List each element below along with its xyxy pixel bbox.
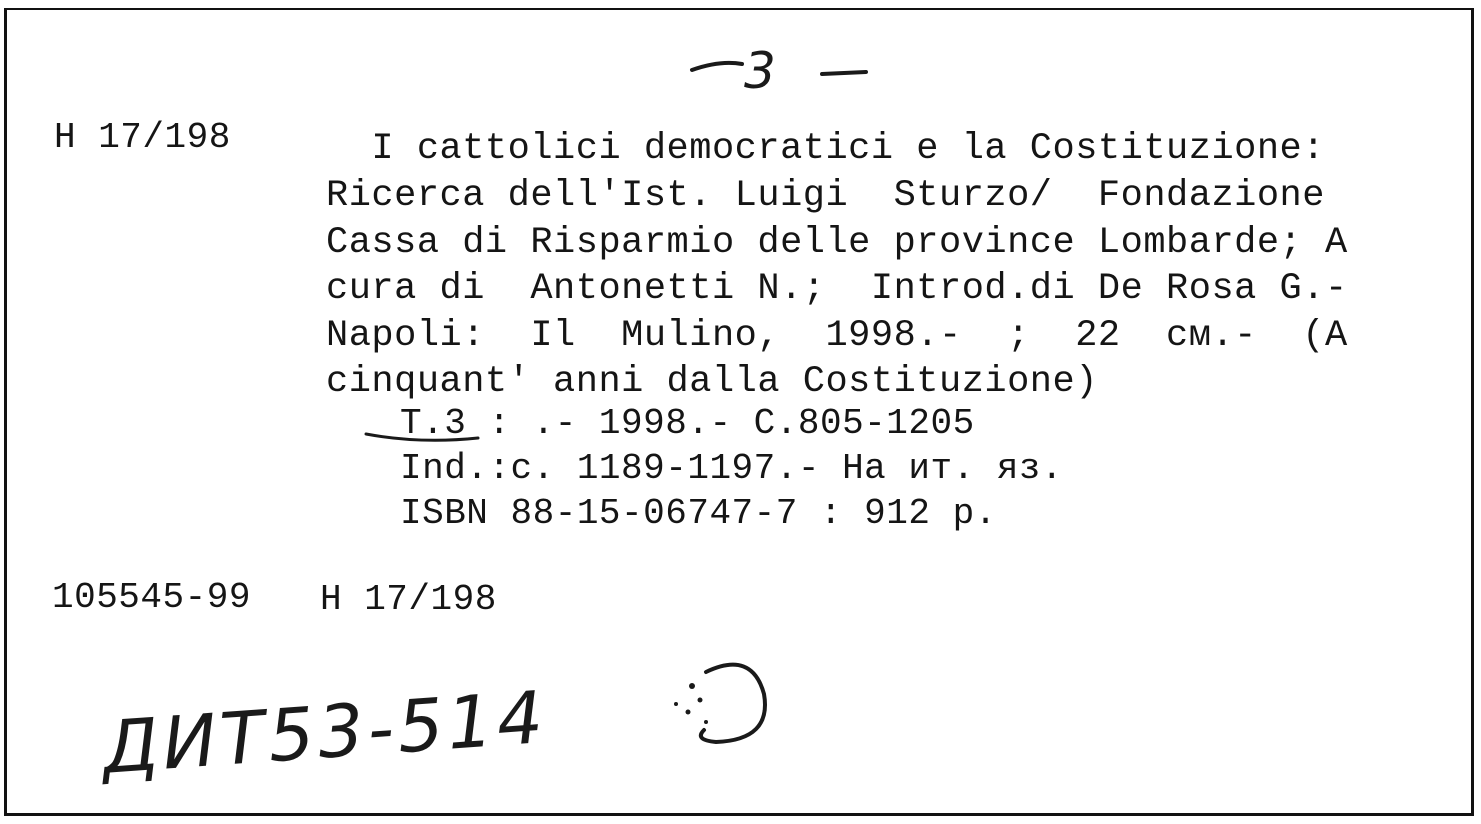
isbn-line: ISBN 88-15-06747-7 : 912 p.	[400, 493, 997, 534]
inventory-number: 105545-99	[52, 577, 251, 618]
description-line: Napoli: Il Mulino, 1998.- ; 22 см.- (A	[326, 315, 1348, 357]
description-line: Ricerca dell'Ist. Luigi Sturzo/ Fondazione	[326, 175, 1325, 217]
description-line: I cattolici democratici e la Costituzione:	[326, 128, 1325, 170]
description-line: Cassa di Risparmio delle province Lombarde; A	[326, 222, 1348, 264]
description-line: cinquant' anni dalla Costituzione)	[326, 361, 1098, 403]
volume-line: T.3 : .- 1998.- C.805-1205	[400, 403, 975, 444]
description-line: cura di Antonetti N.; Introd.di De Rosa G.-	[326, 268, 1348, 310]
index-line: Ind.:c. 1189-1197.- На ит. яз.	[400, 448, 1064, 489]
page-number: 3	[744, 42, 776, 100]
handwritten-code: ДИТ53-514	[99, 674, 550, 790]
shelf-mark: H 17/198	[320, 579, 497, 620]
call-number: H 17/198	[54, 117, 231, 158]
